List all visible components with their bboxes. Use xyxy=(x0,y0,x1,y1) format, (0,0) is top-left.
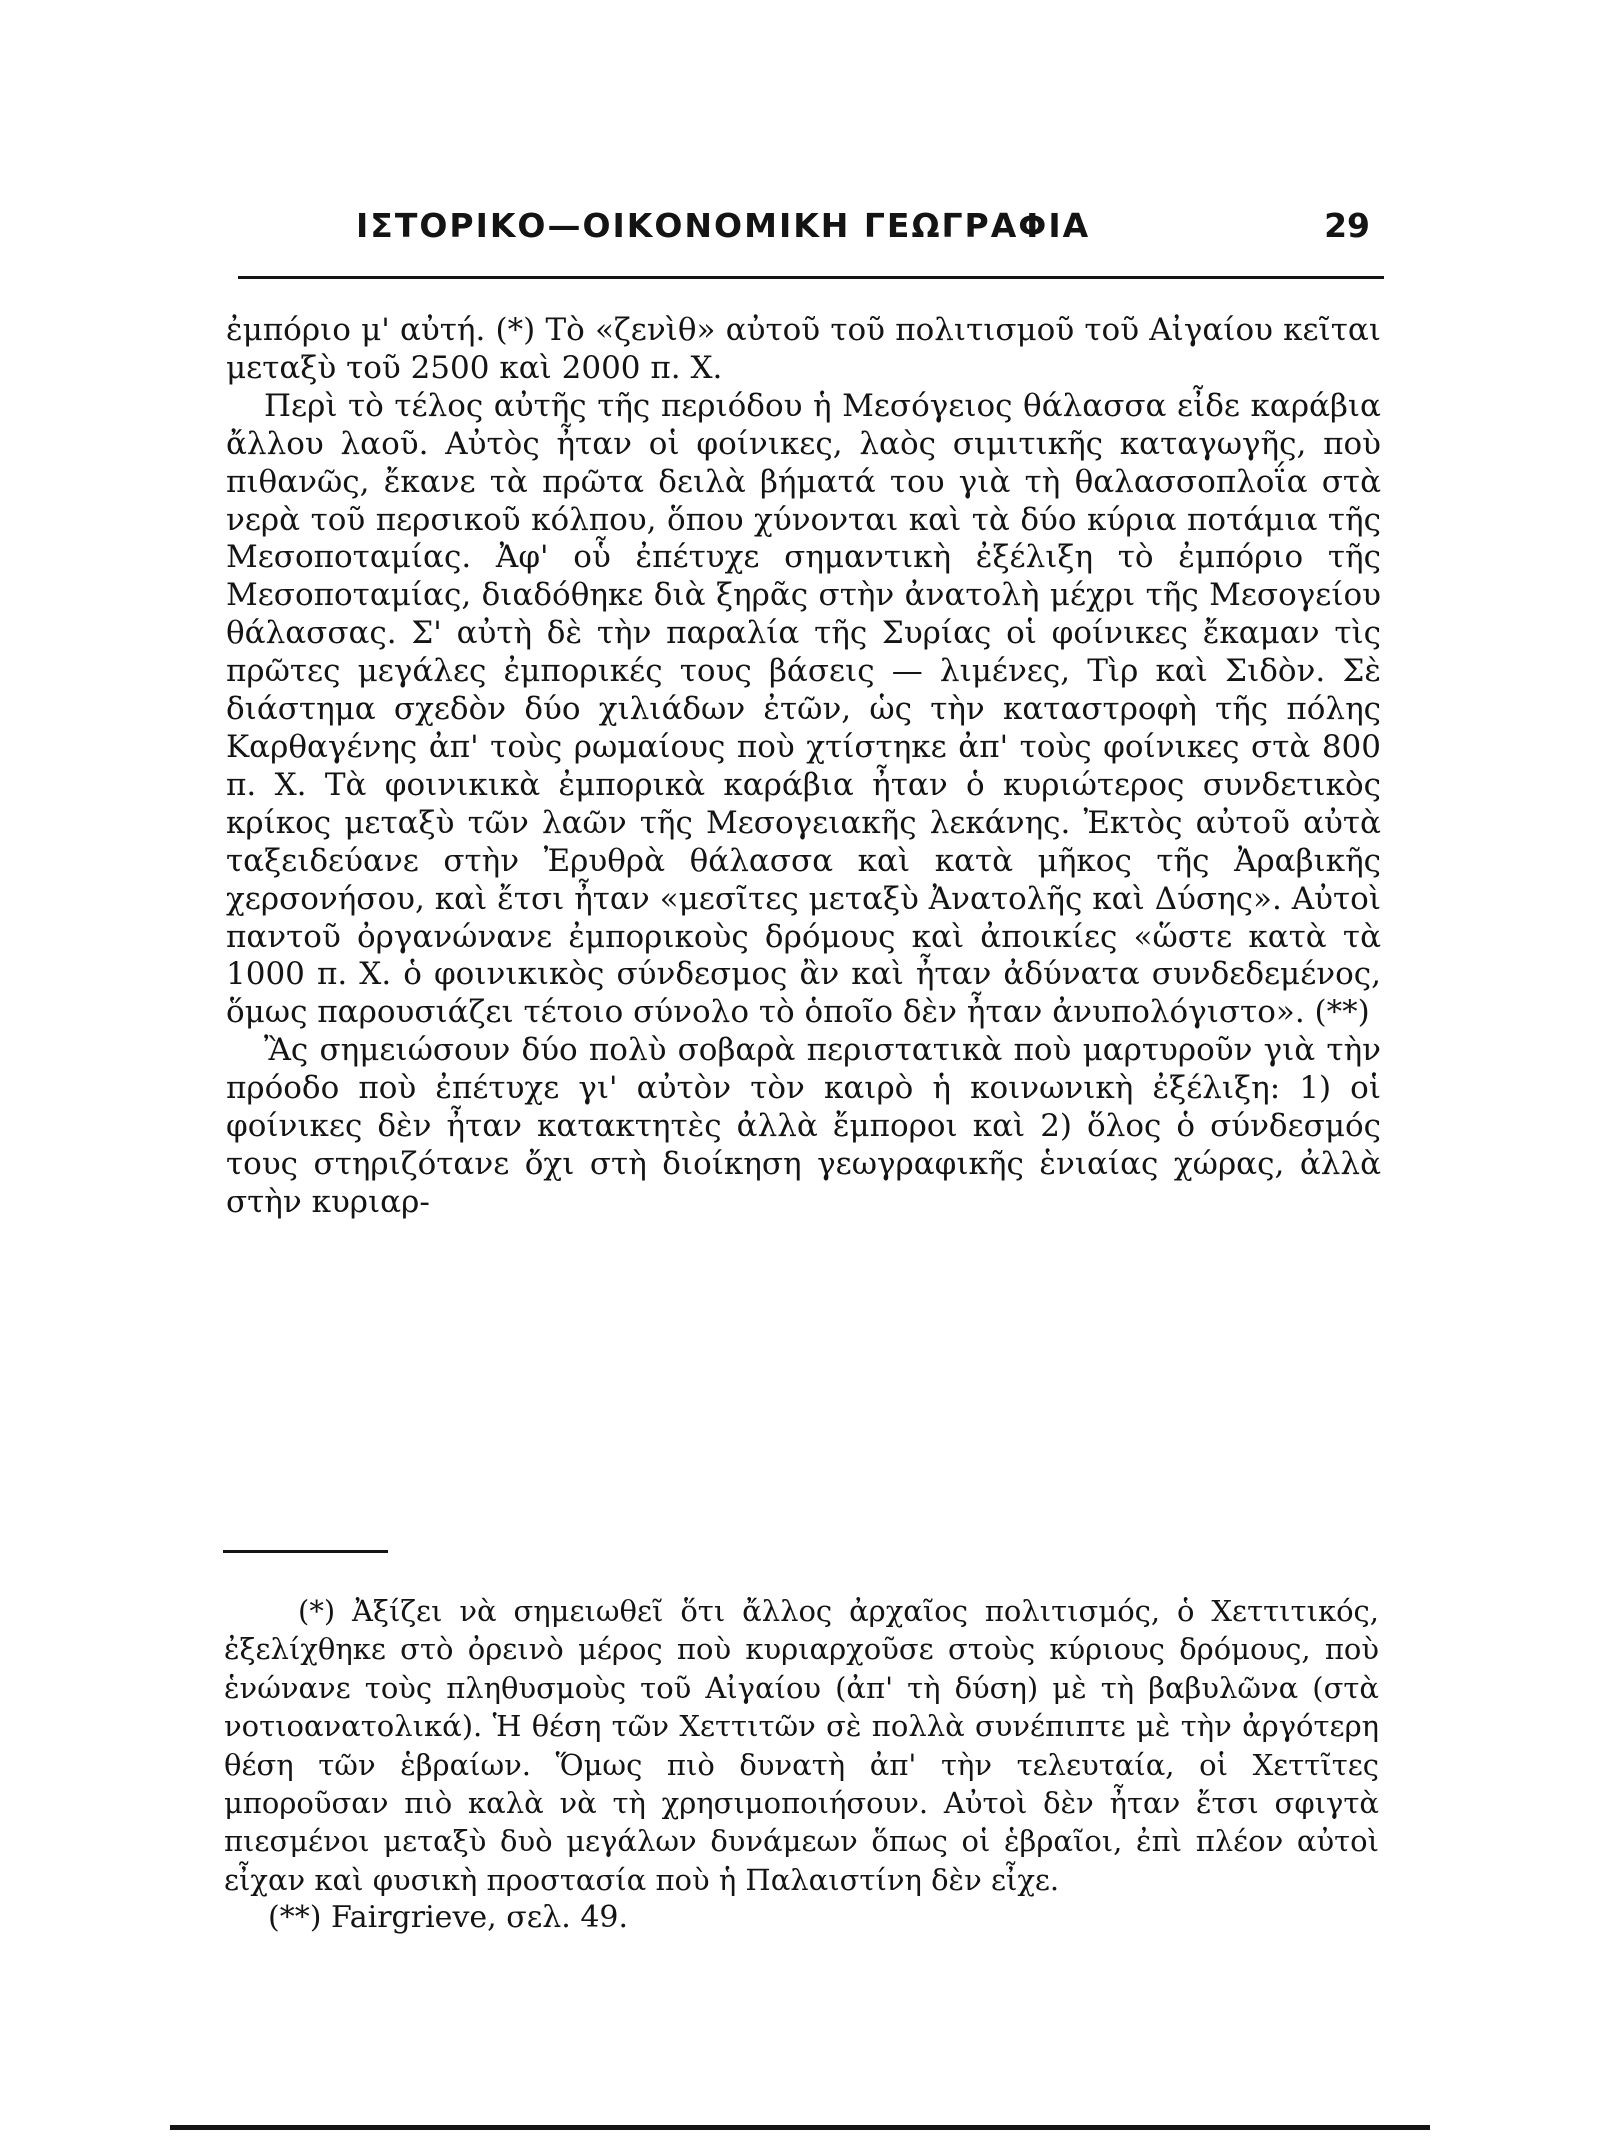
page-number: 29 xyxy=(1324,206,1370,245)
page-header xyxy=(222,198,1378,258)
footnote-2: (**) Fairgrieve, σελ. 49. xyxy=(268,1900,629,1936)
paragraph-continued: ἐμπόριο μ' αὐτή. (*) Τὸ «ζενὶθ» αὐτοῦ τοῦ πολιτισμοῦ τοῦ Αἰγαίου κεῖται μεταξὺ τοῦ 2500 καὶ 2000 π. Χ. xyxy=(226,312,1381,386)
running-title: ΙΣΤΟΡΙΚΟ—ΟΙΚΟΝΟΜΙΚΗ ΓΕΩΓΡΑΦΙΑ xyxy=(356,206,1091,245)
bottom-rule xyxy=(170,2125,1430,2130)
footnotes xyxy=(224,1592,1379,1938)
header-rule xyxy=(238,276,1384,279)
paragraph: Ἂς σημειώσουν δύο πολὺ σοβαρὰ περιστατικὰ ποὺ μαρτυροῦν γιὰ τὴν πρόοδο ποὺ ἐπέτυχε γι' αὐτὸν τὸν καιρὸ ἡ κοινωνικὴ ἐξέλιξη: 1) οἱ φοίνικες δὲν ἦταν κατακτητὲς ἀλλὰ ἔμποροι καὶ 2) ὅλος ὁ σύνδεσμός τους στηριζότανε ὄχι στὴ διοίκηση γεωγραφικῆς ἑνιαίας χώρας, ἀλλὰ στὴν κυριαρ- xyxy=(226,1032,1381,1220)
paragraph: Περὶ τὸ τέλος αὐτῆς τῆς περιόδου ἡ Μεσόγειος θάλασσα εἶδε καράβια ἄλλου λαοῦ. Αὐτὸς ἦταν οἱ φοίνικες, λαὸς σιμιτικῆς καταγωγῆς, ποὺ πιθανῶς, ἔκανε τὰ πρῶτα δειλὰ βήματά του γιὰ τὴ θαλασσοπλοΐα στὰ νερὰ τοῦ περσικοῦ κόλπου, ὅπου χύνονται καὶ τὰ δύο κύρια ποτάμια τῆς Μεσοποταμίας. Ἀφ' οὗ ἐπέτυχε σημαντικὴ ἐξέλιξη τὸ ἐμπόριο τῆς Μεσοποταμίας, διαδόθηκε διὰ ξηρᾶς στὴν ἀνατολὴ μέχρι τῆς Μεσογείου θάλασσας. Σ' αὐτὴ δὲ τὴν παραλία τῆς Συρίας οἱ φοίνικες ἔκαμαν τὶς πρῶτες μεγάλες ἐμπορικές τους βάσεις — λιμένες, Τὶρ καὶ Σιδὸν. Σὲ διάστημα σχεδὸν δύο χιλιάδων ἐτῶν, ὡς τὴν καταστροφὴ τῆς πόλης Καρθαγένης ἀπ' τοὺς ρωμαίους ποὺ χτίστηκε ἀπ' τοὺς φοίνικες στὰ 800 π. Χ. Τὰ φοινικικὰ ἐμπορικὰ καράβια ἦταν ὁ κυριώτερος συνδετικὸς κρίκος μεταξὺ τῶν λαῶν τῆς Μεσογειακῆς λεκάνης. Ἐκτὸς αὐτοῦ αὐτὰ ταξειδεύανε στὴν Ἐρυθρὰ θάλασσα καὶ κατὰ μῆκος τῆς Ἀραβικῆς χερσονήσου, καὶ ἔτσι ἦταν «μεσῖτες μεταξὺ Ἀνατολῆς καὶ Δύσης». Αὐτοὶ παντοῦ ὀργανώνανε ἐμπορικοὺς δρόμους καὶ ἀποικίες «ὥστε κατὰ τὰ 1000 π. Χ. ὁ φοινικικὸς σύνδεσμος ἂν καὶ ἦταν ἀδύνατα συνδεδεμένος, ὅμως παρουσιάζει τέτοιο σύνολο τὸ ὁποῖο δὲν ἦταν ἀνυπολόγιστο». (**) xyxy=(226,387,1381,1031)
footnote-1: (*) Ἀξίζει νὰ σημειωθεῖ ὅτι ἄλλος ἀρχαῖος πολιτισμός, ὁ Χεττιτικός, ἐξελίχθηκε στὸ ὀρεινὸ μέρος ποὺ κυριαρχοῦσε στοὺς κύριους δρόμους, ποὺ ἑνώνανε τοὺς πληθυσμοὺς τοῦ Αἰγαίου (ἀπ' τὴ δύση) μὲ τὴ βαβυλῶνα (στὰ νοτιοανατολικά). Ἡ θέση τῶν Χεττιτῶν σὲ πολλὰ συνέπιπτε μὲ τὴν ἀργότερη θέση τῶν ἑβραίων. Ὅμως πιὸ δυνατὴ ἀπ' τὴν τελευταία, οἱ Χεττῖτες μποροῦσαν πιὸ καλὰ νὰ τὴ χρησιμοποιήσουν. Αὐτοὶ δὲν ἦταν ἔτσι σφιγτὰ πιεσμένοι μεταξὺ δυὸ μεγάλων δυνάμεων ὅπως οἱ ἑβραῖοι, ἐπὶ πλέον αὐτοὶ εἶχαν καὶ φυσικὴ προστασία ποὺ ἡ Παλαιστίνη δὲν εἶχε. xyxy=(224,1594,1379,1897)
main-text xyxy=(226,312,1381,1222)
footnote-separator xyxy=(223,1550,388,1553)
